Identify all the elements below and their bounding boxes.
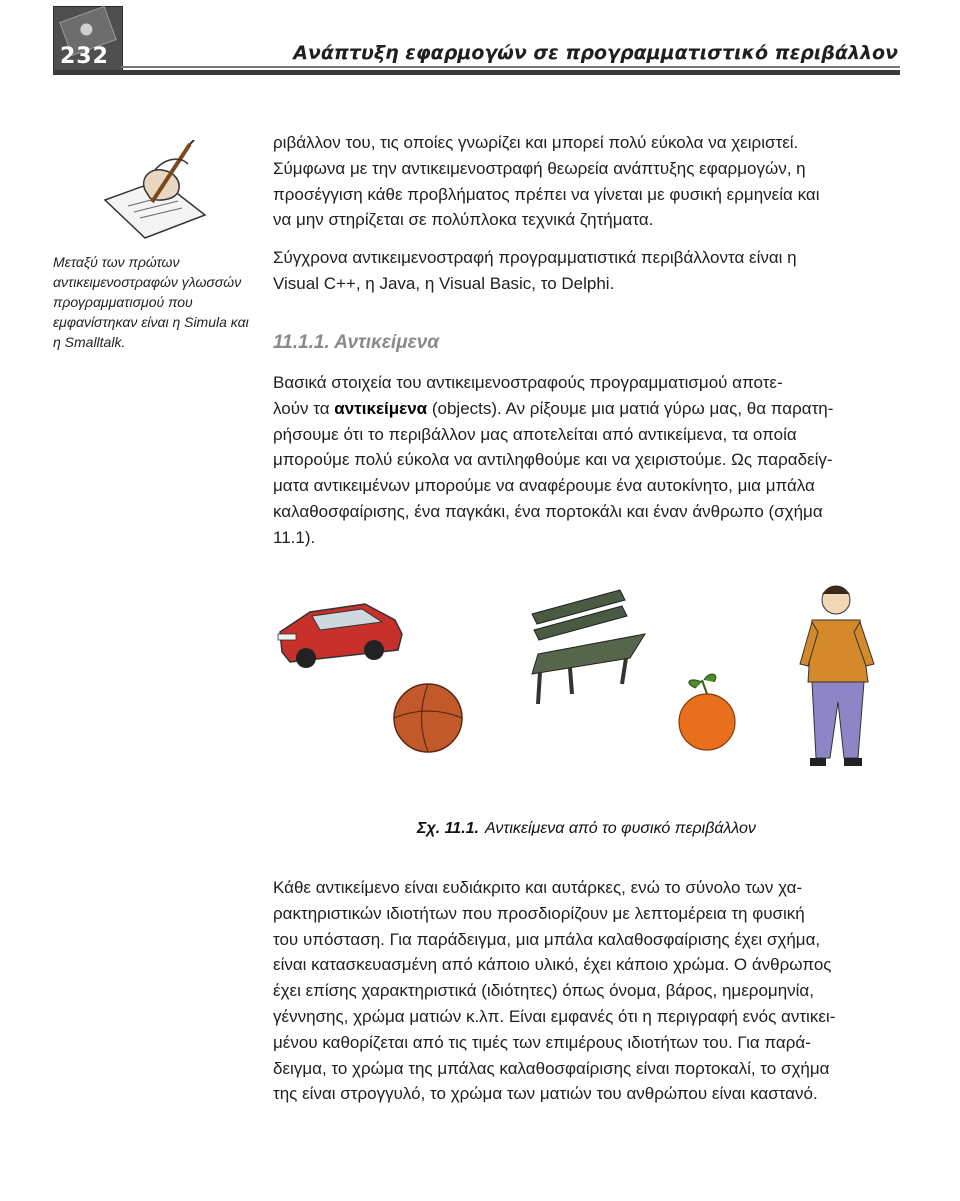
figure-caption	[417, 820, 756, 838]
languages-paragraph	[273, 245, 899, 297]
margin-note: Μεταξύ των πρώτων αντικειμενοστραφών γλωσσών προγραμματισμού που εμφανίστηκαν είναι η Simula και η Smalltalk.	[53, 254, 249, 350]
text-line: Σύγχρονα αντικειμενοστραφή προγραμματιστικά περιβάλλοντα είναι η	[273, 248, 797, 267]
orange-illustration	[679, 674, 735, 750]
bench-illustration	[532, 590, 645, 704]
objects-paragraph	[273, 370, 899, 551]
keyword-objects: αντικείμενα	[334, 398, 428, 418]
properties-paragraph	[273, 875, 899, 1107]
running-header-title: Ανάπτυξη εφαρμογών σε προγραμματιστικό περιβάλλον	[293, 42, 898, 64]
text-line	[273, 396, 899, 422]
text-line: Βασικά στοιχεία του αντικειμενοστραφούς προγραμματισμού αποτε-	[273, 373, 783, 392]
text-line: γέννησης, χρώμα ματιών κ.λπ. Είναι εμφανές ότι η περιγραφή ενός αντικει-	[273, 1006, 836, 1026]
text-line: Κάθε αντικείμενο είναι ευδιάκριτο και αυτάρκες, ενώ το σύνολο των χα-	[273, 878, 803, 897]
caption-text: Αντικείμενα από το φυσικό περιβάλλον	[484, 820, 756, 837]
text-fragment: λούν τα	[273, 398, 335, 418]
text-line: Σύμφωνα με την αντικειμενοστραφή θεωρεία ανάπτυξης εφαρμογών, η	[273, 158, 806, 178]
writing-hand-icon	[100, 140, 210, 240]
text-line: μπορούμε πολύ εύκολα να αντιληφθούμε και να χειριστούμε. Ως παραδείγ-	[273, 450, 833, 470]
text-line: ματα αντικειμένων μπορούμε να αναφέρουμε ένα αυτοκίνητο, μια μπάλα	[273, 476, 815, 496]
person-illustration	[800, 586, 874, 766]
text-line: μένου καθορίζεται από τις τιμές των επιμέρους ιδιοτήτων του. Για παρά-	[273, 1032, 811, 1052]
text-line: ριβάλλον του, τις οποίες γνωρίζει και μπορεί πολύ εύκολα να χειριστεί.	[273, 133, 799, 152]
objects-figure	[270, 572, 900, 792]
text-line: ρακτηριστικών ιδιοτήτων που προσδιορίζουν με λεπτομέρεια τη φυσική	[273, 903, 805, 923]
text-line: είναι κατασκευασμένη από κάποιο υλικό, έχει κάποιο χρώμα. Ο άνθρωπος	[273, 955, 832, 975]
text-line: 11.1).	[273, 527, 316, 547]
text-line: Visual C++, η Java, η Visual Basic, το Delphi.	[273, 273, 615, 293]
header-divider	[53, 70, 900, 75]
car-illustration	[278, 604, 402, 668]
text-line: της είναι στρογγυλό, το χρώμα των ματιών του ανθρώπου είναι καστανό.	[273, 1084, 818, 1104]
text-line: έχει επίσης χαρακτηριστικά (ιδιότητες) όπως όνομα, βάρος, ημερομηνία,	[273, 981, 814, 1001]
section-title: 11.1.1. Αντικείμενα	[273, 332, 440, 353]
page-number: 232	[60, 44, 109, 69]
intro-paragraph	[273, 130, 899, 233]
text-line: ρήσουμε ότι το περιβάλλον μας αποτελείται από αντικείμενα, τα οποία	[273, 424, 797, 444]
text-line: να μην στηρίζεται σε πολύπλοκα τεχνικά ζητήματα.	[273, 210, 654, 230]
text-line: καλαθοσφαίρισης, ένα παγκάκι, ένα πορτοκάλι και έναν άνθρωπο (σχήμα	[273, 501, 823, 521]
text-line: προσέγγιση κάθε προβλήματος πρέπει να γίνεται με φυσική ερμηνεία και	[273, 184, 820, 204]
text-line: του υπόσταση. Για παράδειγμα, μια μπάλα καλαθοσφαίρισης έχει σχήμα,	[273, 929, 821, 949]
caption-label: Σχ. 11.1.	[417, 820, 479, 837]
header-divider-thin	[121, 66, 900, 68]
basketball-illustration	[394, 684, 462, 752]
text-fragment: (objects). Αν ρίξουμε μια ματιά γύρω μας, θα παρατη-	[427, 398, 834, 418]
text-line: δειγμα, το χρώμα της μπάλας καλαθοσφαίρισης είναι πορτοκαλί, το σχήμα	[273, 1058, 830, 1078]
